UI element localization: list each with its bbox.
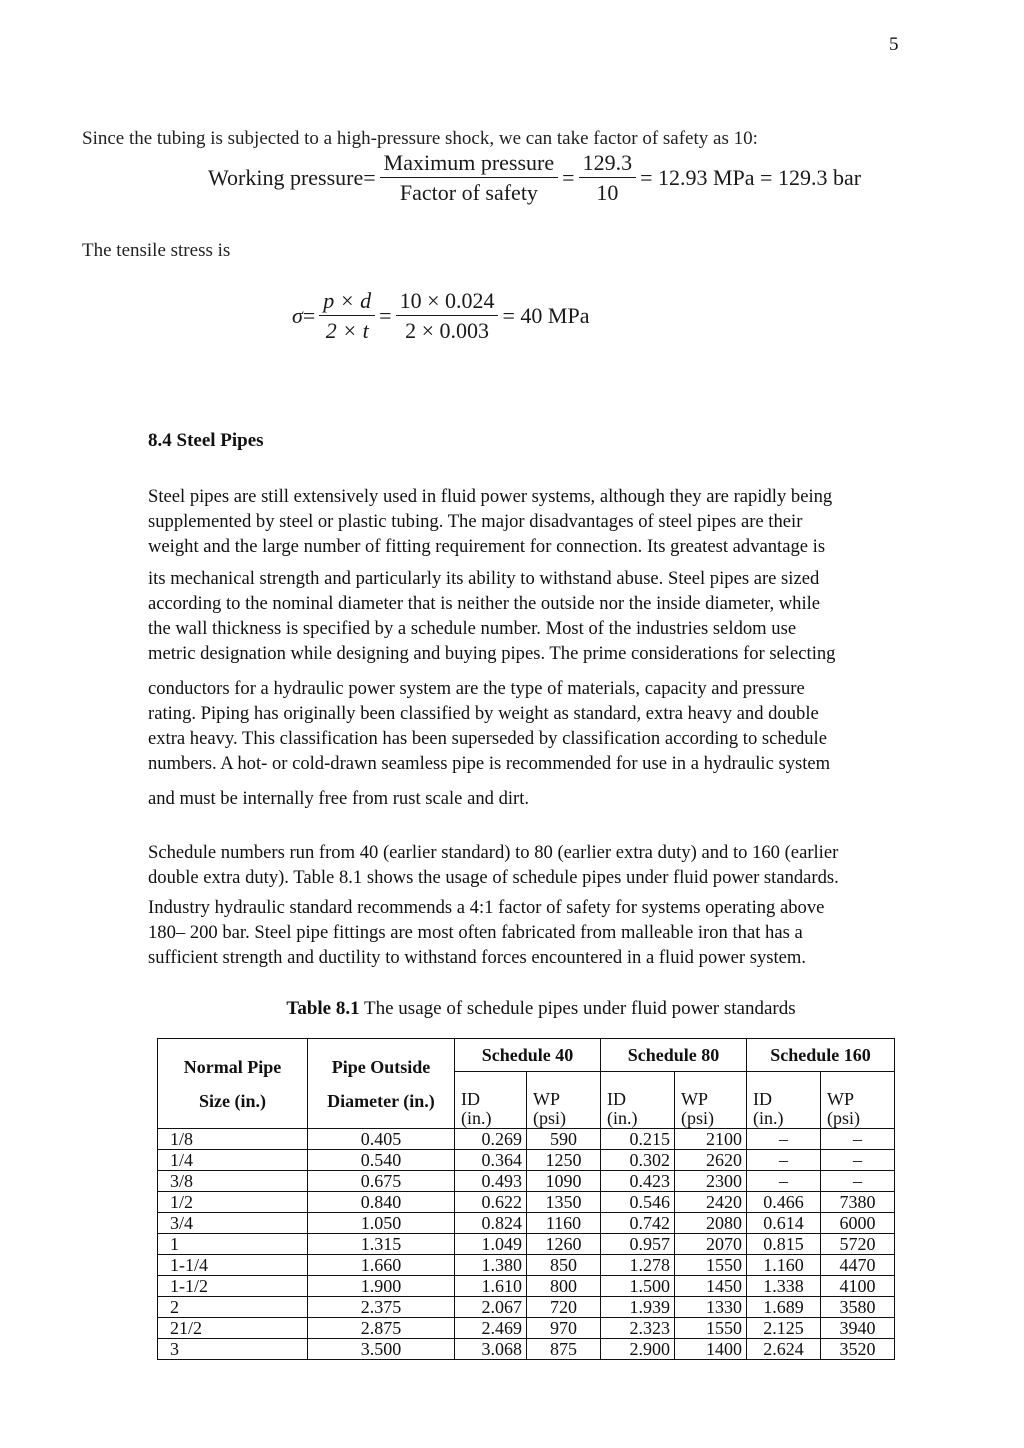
table-cell: 2.469 bbox=[455, 1318, 527, 1339]
paragraph-line: numbers. A hot- or cold-drawn seamless pipe is recommended for use in a hydraulic system bbox=[148, 753, 831, 774]
table-cell: 0.269 bbox=[455, 1129, 527, 1150]
table-row bbox=[158, 1129, 895, 1150]
table-body bbox=[158, 1129, 895, 1360]
table-cell: 1-1/2 bbox=[158, 1276, 308, 1297]
table-cell: 0.675 bbox=[308, 1171, 455, 1192]
table-cell: 0.215 bbox=[601, 1129, 675, 1150]
table-cell: 3940 bbox=[821, 1318, 895, 1339]
table-cell: 1/8 bbox=[158, 1129, 308, 1150]
table-cell: 3.500 bbox=[308, 1339, 455, 1360]
table-cell: 1.049 bbox=[455, 1234, 527, 1255]
table-cell: 1.689 bbox=[747, 1297, 821, 1318]
eq1-denominator-2: 10 bbox=[596, 180, 619, 205]
table-cell: 590 bbox=[527, 1129, 601, 1150]
intro-text: Since the tubing is subjected to a high-pressure shock, we can take factor of safety as 10: bbox=[82, 128, 758, 149]
tensile-stress-equation bbox=[292, 288, 589, 344]
table-cell: 0.815 bbox=[747, 1234, 821, 1255]
table-cell: 6000 bbox=[821, 1213, 895, 1234]
table-cell: 2.125 bbox=[747, 1318, 821, 1339]
table-cell: 4470 bbox=[821, 1255, 895, 1276]
paragraph-steel-pipes bbox=[148, 484, 948, 811]
table-cell: 0.742 bbox=[601, 1213, 675, 1234]
table-cell: 1.900 bbox=[308, 1276, 455, 1297]
table-cell: – bbox=[747, 1129, 821, 1150]
subheader-id: ID (in.) bbox=[455, 1072, 527, 1129]
table-cell: 3/4 bbox=[158, 1213, 308, 1234]
table-cell: 1.939 bbox=[601, 1297, 675, 1318]
table-cell: 1550 bbox=[675, 1255, 747, 1276]
paragraph-line: Steel pipes are still extensively used in fluid power systems, although they are rapidly being bbox=[148, 486, 833, 507]
table-cell: 0.364 bbox=[455, 1150, 527, 1171]
table-cell: 3 bbox=[158, 1339, 308, 1360]
table-header-row bbox=[158, 1039, 895, 1072]
eq2-sigma: σ bbox=[292, 303, 303, 328]
header-schedule-80: Schedule 80 bbox=[601, 1039, 747, 1072]
eq2-result: = 40 MPa bbox=[502, 303, 590, 328]
header-pipe-size-line2: Size (in.) bbox=[199, 1090, 266, 1111]
table-cell: 0.423 bbox=[601, 1171, 675, 1192]
subheader-wp: WP (psi) bbox=[821, 1072, 895, 1129]
eq2-numerator-1: p × d bbox=[319, 288, 375, 316]
eq1-equals-2: = bbox=[562, 165, 575, 190]
paragraph-line: the wall thickness is specified by a schedule number. Most of the industries seldom use bbox=[148, 618, 797, 639]
table-cell: 0.840 bbox=[308, 1192, 455, 1213]
eq2-equals-2: = bbox=[379, 303, 392, 328]
header-pipe-size-line1: Normal Pipe bbox=[183, 1056, 282, 1077]
table-cell: 0.405 bbox=[308, 1129, 455, 1150]
paragraph-line: its mechanical strength and particularly its ability to withstand abuse. Steel pipes are sized bbox=[148, 568, 820, 589]
working-pressure-equation bbox=[208, 150, 861, 206]
eq1-denominator-1: Factor of safety bbox=[399, 180, 538, 205]
eq1-result: = 12.93 MPa = 129.3 bar bbox=[640, 165, 862, 190]
schedule-pipes-table bbox=[157, 1038, 895, 1360]
table-cell: 2 bbox=[158, 1297, 308, 1318]
table-row bbox=[158, 1339, 895, 1360]
table-cell: 0.302 bbox=[601, 1150, 675, 1171]
table-caption bbox=[0, 998, 1024, 1020]
table-cell: 2620 bbox=[675, 1150, 747, 1171]
paragraph-line: and must be internally free from rust scale and dirt. bbox=[148, 788, 530, 809]
table-cell: 1400 bbox=[675, 1339, 747, 1360]
subheader-id: ID (in.) bbox=[601, 1072, 675, 1129]
table-cell: 5720 bbox=[821, 1234, 895, 1255]
table-cell: 1260 bbox=[527, 1234, 601, 1255]
header-outside-diameter bbox=[308, 1039, 455, 1129]
eq1-numerator-1: Maximum pressure bbox=[380, 150, 558, 178]
table-cell: 2300 bbox=[675, 1171, 747, 1192]
table-row bbox=[158, 1318, 895, 1339]
header-pipe-size bbox=[158, 1039, 308, 1129]
subheader-id: ID (in.) bbox=[747, 1072, 821, 1129]
table-cell: 1.160 bbox=[747, 1255, 821, 1276]
table-row bbox=[158, 1171, 895, 1192]
eq2-numerator-2: 10 × 0.024 bbox=[396, 288, 499, 316]
paragraph-line: Schedule numbers run from 40 (earlier standard) to 80 (earlier extra duty) and to 160 (earlier bbox=[148, 842, 839, 863]
table-cell: 21/2 bbox=[158, 1318, 308, 1339]
table-cell: – bbox=[747, 1171, 821, 1192]
table-cell: 2.323 bbox=[601, 1318, 675, 1339]
eq1-numerator-2: 129.3 bbox=[579, 150, 637, 178]
page-number: 5 bbox=[889, 34, 899, 55]
subheader-wp: WP (psi) bbox=[527, 1072, 601, 1129]
table-cell: 1330 bbox=[675, 1297, 747, 1318]
table-row bbox=[158, 1192, 895, 1213]
table-cell: 0.622 bbox=[455, 1192, 527, 1213]
paragraph-line: sufficient strength and ductility to withstand forces encountered in a fluid power system. bbox=[148, 947, 807, 968]
table-cell: 1.278 bbox=[601, 1255, 675, 1276]
header-od-line1: Pipe Outside bbox=[331, 1056, 431, 1077]
table-cell: 1550 bbox=[675, 1318, 747, 1339]
table-cell: 0.546 bbox=[601, 1192, 675, 1213]
table-cell: 1160 bbox=[527, 1213, 601, 1234]
table-cell: – bbox=[747, 1150, 821, 1171]
table-cell: – bbox=[821, 1171, 895, 1192]
paragraph-line: Industry hydraulic standard recommends a 4:1 factor of safety for systems operating above bbox=[148, 897, 825, 918]
eq1-fraction-2 bbox=[579, 150, 637, 206]
paragraph-line: according to the nominal diameter that is neither the outside nor the inside diameter, while bbox=[148, 593, 821, 614]
table-cell: 0.540 bbox=[308, 1150, 455, 1171]
section-heading: 8.4 Steel Pipes bbox=[148, 430, 264, 451]
paragraph-line: metric designation while designing and buying pipes. The prime considerations for selecting bbox=[148, 643, 836, 664]
table-cell: 2.067 bbox=[455, 1297, 527, 1318]
paragraph-line: weight and the large number of fitting requirement for connection. Its greatest advantage is bbox=[148, 536, 826, 557]
paragraph-line: conductors for a hydraulic power system are the type of materials, capacity and pressure bbox=[148, 678, 805, 699]
table-cell: 2.624 bbox=[747, 1339, 821, 1360]
tensile-text: The tensile stress is bbox=[82, 240, 231, 261]
eq2-denominator-2: 2 × 0.003 bbox=[405, 318, 489, 343]
table-cell: 2420 bbox=[675, 1192, 747, 1213]
table-cell: 3520 bbox=[821, 1339, 895, 1360]
eq1-fraction-1 bbox=[380, 150, 558, 206]
table-cell: 875 bbox=[527, 1339, 601, 1360]
table-caption-text: The usage of schedule pipes under fluid power standards bbox=[359, 998, 796, 1019]
table-cell: 0.614 bbox=[747, 1213, 821, 1234]
eq2-denominator-1: 2 × t bbox=[325, 318, 369, 343]
table-cell: 2100 bbox=[675, 1129, 747, 1150]
table-cell: 2070 bbox=[675, 1234, 747, 1255]
table-row bbox=[158, 1255, 895, 1276]
table-cell: 1450 bbox=[675, 1276, 747, 1297]
table-cell: 720 bbox=[527, 1297, 601, 1318]
table-cell: 1090 bbox=[527, 1171, 601, 1192]
table-cell: 3/8 bbox=[158, 1171, 308, 1192]
eq2-equals: = bbox=[302, 303, 316, 328]
table-cell: 0.957 bbox=[601, 1234, 675, 1255]
table-row bbox=[158, 1150, 895, 1171]
table-cell: 0.493 bbox=[455, 1171, 527, 1192]
table-cell: 2.375 bbox=[308, 1297, 455, 1318]
table-cell: 2.900 bbox=[601, 1339, 675, 1360]
table-cell: 850 bbox=[527, 1255, 601, 1276]
table-cell: 4100 bbox=[821, 1276, 895, 1297]
table-cell: 800 bbox=[527, 1276, 601, 1297]
table-cell: 970 bbox=[527, 1318, 601, 1339]
table-cell: 1/2 bbox=[158, 1192, 308, 1213]
table-cell: 3580 bbox=[821, 1297, 895, 1318]
eq1-lhs: Working pressure bbox=[208, 165, 364, 190]
table-cell: 1.660 bbox=[308, 1255, 455, 1276]
table-cell: 1.050 bbox=[308, 1213, 455, 1234]
header-schedule-40: Schedule 40 bbox=[455, 1039, 601, 1072]
paragraph-line: extra heavy. This classification has been superseded by classification according to schedule bbox=[148, 728, 827, 749]
eq1-equals: = bbox=[363, 165, 376, 190]
header-schedule-160: Schedule 160 bbox=[747, 1039, 895, 1072]
table-cell: 1.500 bbox=[601, 1276, 675, 1297]
table-cell: 7380 bbox=[821, 1192, 895, 1213]
table-cell: 1350 bbox=[527, 1192, 601, 1213]
paragraph-schedule-numbers bbox=[148, 840, 948, 970]
paragraph-line: supplemented by steel or plastic tubing. The major disadvantages of steel pipes are their bbox=[148, 511, 803, 532]
table-cell: 0.824 bbox=[455, 1213, 527, 1234]
paragraph-line: double extra duty). Table 8.1 shows the usage of schedule pipes under fluid power standards. bbox=[148, 867, 839, 888]
paragraph-line: 180– 200 bar. Steel pipe fittings are most often fabricated from malleable iron that has a bbox=[148, 922, 803, 943]
eq2-fraction-2 bbox=[396, 288, 499, 344]
table-cell: 1-1/4 bbox=[158, 1255, 308, 1276]
table-row bbox=[158, 1276, 895, 1297]
paragraph-line: rating. Piping has originally been classified by weight as standard, extra heavy and double bbox=[148, 703, 819, 724]
table-cell: 1250 bbox=[527, 1150, 601, 1171]
table-cell: 1.380 bbox=[455, 1255, 527, 1276]
eq2-fraction-1 bbox=[319, 288, 375, 344]
table-caption-label: Table 8.1 bbox=[286, 998, 360, 1019]
table-row bbox=[158, 1234, 895, 1255]
table-cell: 1.338 bbox=[747, 1276, 821, 1297]
table-cell: 2.875 bbox=[308, 1318, 455, 1339]
table-cell: 1 bbox=[158, 1234, 308, 1255]
table-cell: – bbox=[821, 1129, 895, 1150]
header-od-line2: Diameter (in.) bbox=[327, 1090, 435, 1111]
table-row bbox=[158, 1297, 895, 1318]
subheader-wp: WP (psi) bbox=[675, 1072, 747, 1129]
table-row bbox=[158, 1213, 895, 1234]
table-cell: 0.466 bbox=[747, 1192, 821, 1213]
table-cell: 1.315 bbox=[308, 1234, 455, 1255]
table-cell: – bbox=[821, 1150, 895, 1171]
table-cell: 1/4 bbox=[158, 1150, 308, 1171]
table-cell: 3.068 bbox=[455, 1339, 527, 1360]
table-cell: 2080 bbox=[675, 1213, 747, 1234]
table-cell: 1.610 bbox=[455, 1276, 527, 1297]
